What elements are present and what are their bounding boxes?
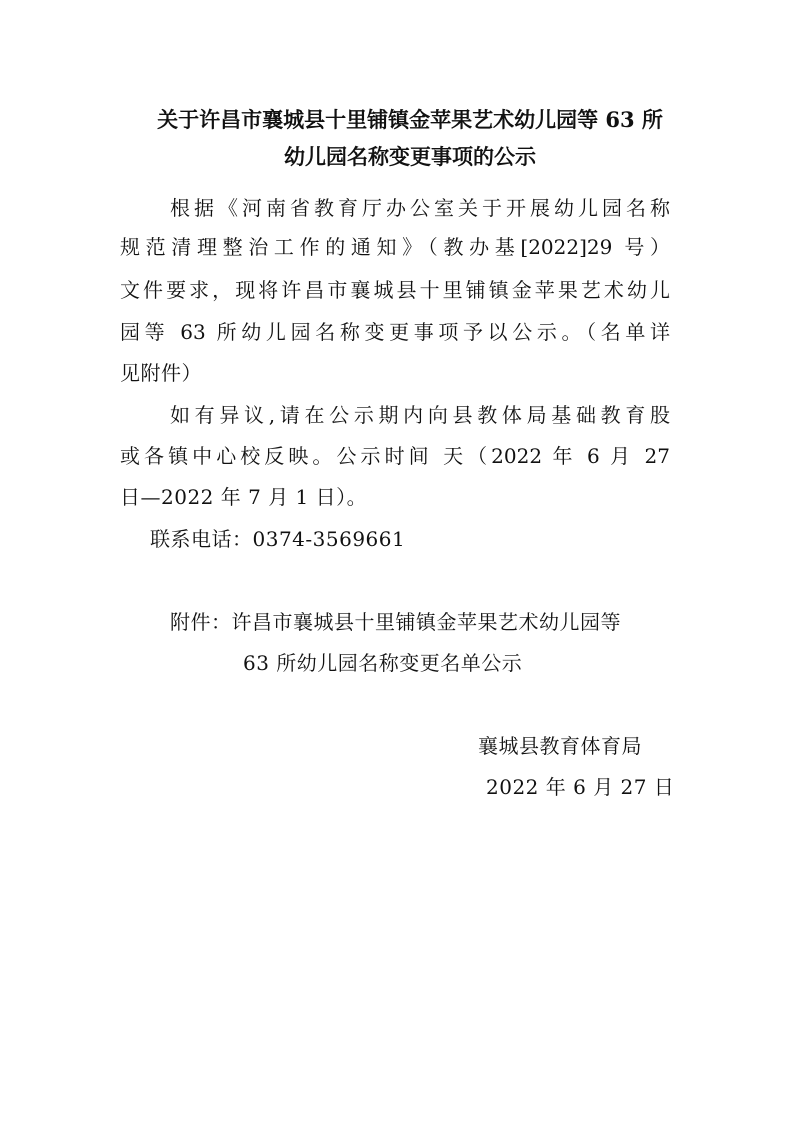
- contact-phone: 联系电话：0374-3569661: [150, 527, 406, 551]
- body-paragraph-1-line-1: 根据《河南省教育厅办公室关于开展幼儿园名称: [170, 196, 670, 220]
- issue-date: 2022 年 6 月 27 日: [486, 775, 675, 799]
- body-paragraph-2-line-2: 或各镇中心校反映。公示时间 天（2022 年 6 月 27: [120, 444, 670, 468]
- body-paragraph-2-line-1: 如有异议,请在公示期内向县教体局基础教育股: [170, 403, 670, 427]
- document-title-line-1: 关于许昌市襄城县十里铺镇金苹果艺术幼儿园等 63 所: [157, 107, 663, 132]
- body-paragraph-1-line-4: 园等 63 所幼儿园名称变更事项予以公示。（名单详: [120, 320, 670, 344]
- issuer-name: 襄城县教育体育局: [478, 734, 642, 758]
- attachment-line-1: 附件：许昌市襄城县十里铺镇金苹果艺术幼儿园等: [170, 610, 621, 634]
- body-paragraph-2-line-3: 日—2022 年 7 月 1 日）。: [120, 485, 368, 509]
- body-paragraph-1-line-2: 规范清理整治工作的通知》（教办基[2022]29 号）: [120, 235, 670, 259]
- body-paragraph-1-line-3: 文件要求，现将许昌市襄城县十里铺镇金苹果艺术幼儿: [120, 278, 670, 302]
- body-paragraph-1-line-5: 见附件）: [120, 361, 202, 385]
- attachment-line-2: 63 所幼儿园名称变更名单公示: [243, 651, 523, 675]
- document-title-line-2: 幼儿园名称变更事项的公示: [284, 144, 536, 169]
